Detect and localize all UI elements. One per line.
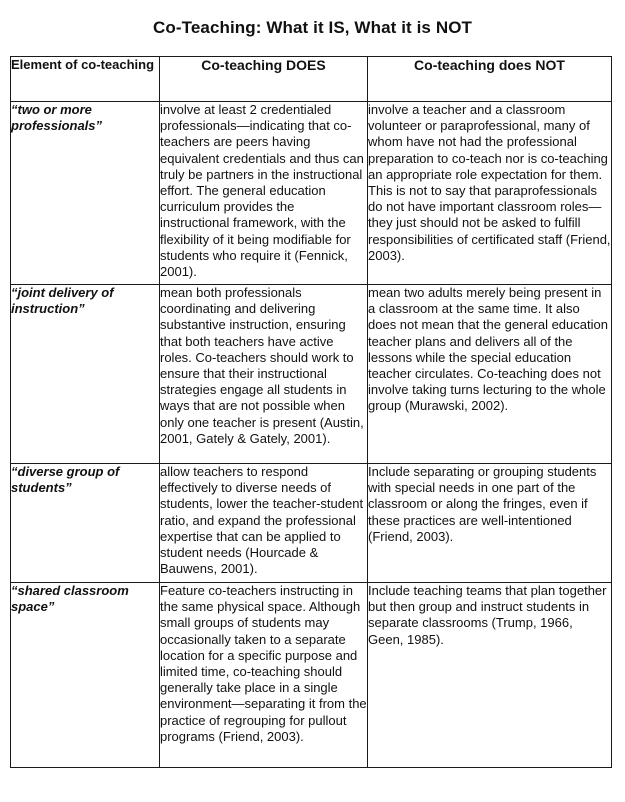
header-row (11, 57, 612, 102)
table-row (11, 464, 612, 583)
does-not-cell: mean two adults merely being present in a classroom at the same time. It also does not mean that the general education teacher plans and delivers all of the lessons while the special education teacher circulates. Co-teaching does not involve taking turns lecturing to the whole group (Murawski, 2002). (368, 285, 612, 464)
does-cell: involve at least 2 credentialed professionals—indicating that co-teachers are peers having equivalent credentials and thus can truly be partners in the instructional effort. The general education curriculum provides the instructional framework, with the flexibility of it being modifiable for students who require it (Fennick, 2001). (160, 102, 368, 285)
table-row (11, 102, 612, 285)
comparison-table (10, 56, 612, 768)
element-cell: “shared classroom space” (11, 583, 160, 768)
header-does: Co-teaching DOES (160, 57, 368, 102)
header-does-not: Co-teaching does NOT (368, 57, 612, 102)
element-cell: “diverse group of students” (11, 464, 160, 583)
element-cell: “joint delivery of instruction” (11, 285, 160, 464)
does-not-cell: Include separating or grouping students with special needs in one part of the classroom or along the fringes, even if these practices are well-intentioned (Friend, 2003). (368, 464, 612, 583)
does-cell: mean both professionals coordinating and delivering substantive instruction, ensuring that both teachers have active roles. Co-teachers should work to ensure that their instructional strategies engage all students in ways that are not possible when only one teacher is present (Austin, 2001, Gately & Gately, 2001). (160, 285, 368, 464)
table-row (11, 285, 612, 464)
table-row (11, 583, 612, 768)
does-cell: allow teachers to respond effectively to diverse needs of students, lower the teacher-student ratio, and expand the professional expertise that can be applied to student needs (Hourcade & Bauwens, 2001). (160, 464, 368, 583)
element-cell: “two or more professionals” (11, 102, 160, 285)
does-not-cell: Include teaching teams that plan together but then group and instruct students in separate classrooms (Trump, 1966, Geen, 1985). (368, 583, 612, 768)
header-element: Element of co-teaching (11, 57, 160, 102)
page-title: Co-Teaching: What it IS, What it is NOT (152, 18, 472, 37)
does-cell: Feature co-teachers instructing in the same physical space. Although small groups of students may occasionally taken to a separate location for a specific purpose and limited time, co-teaching should generally take place in a single environment—separating it from the practice of regrouping for pullout programs (Friend, 2003). (160, 583, 368, 768)
does-not-cell: involve a teacher and a classroom volunteer or paraprofessional, many of whom have not had the professional preparation to co-teach nor is co-teaching an appropriate role expectation for them. This is not to say that paraprofessionals do not have important classroom roles—they just should not be asked to fulfill responsibilities of certificated staff (Friend, 2003). (368, 102, 612, 285)
